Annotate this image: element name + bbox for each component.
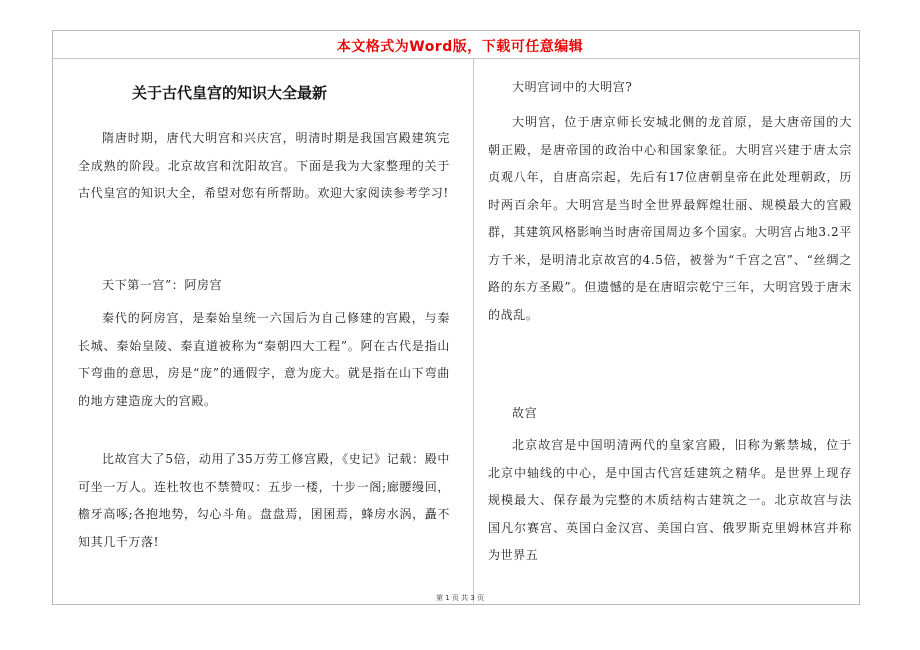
paragraph-forbidden-city: 北京故宫是中国明清两代的皇家宫殿，旧称为紫禁城，位于北京中轴线的中心，是中国古代宫廷建筑之精华。是世界上现存规模最大、保存最为完整的木质结构古建筑之一。北京故宫与法国凡尔赛宫、英国白金汉宫、美国白宫、俄罗斯克里姆林宫并称为世界五 <box>488 438 852 562</box>
paragraph-afang-2: 比故宫大了5倍，动用了35万劳工修宫殿，《史记》记载：殿中可坐一万人。连杜牧也不禁赞叹：五步一楼，十步一阁;廊腰缦回，檐牙高啄;各抱地势，勾心斗角。盘盘焉，囷囷焉，蜂房水涡，矗不知其几千万落! <box>78 452 450 549</box>
word-format-banner: 本文格式为Word版，下载可任意编辑 <box>336 39 584 55</box>
intro-paragraph: 隋唐时期，唐代大明宫和兴庆宫，明清时期是我国宫殿建筑完全成熟的阶段。北京故宫和沈阳故宫。下面是我为大家整理的关于古代皇宫的知识大全，希望对您有所帮助。欢迎大家阅读参考学习! <box>78 131 450 200</box>
heading-daming-palace: 大明宫词中的大明宫? <box>512 80 633 94</box>
paragraph-daming: 大明宫，位于唐京师长安城北侧的龙首原，是大唐帝国的大朝正殿，是唐帝国的政治中心和国家象征。大明宫兴建于唐太宗贞观八年，自唐高宗起，先后有17位唐朝皇帝在此处理朝政，历时两百余年。大明宫是当时全世界最辉煌壮丽、规模最大的宫殿群，其建筑风格影响当时唐帝国周边多个国家。大明宫占地3.2平方千米，是明清北京故宫的4.5倍，被誉为“千宫之宫”、“丝绸之路的东方圣殿”。但遗憾的是在唐昭宗乾宁三年，大明宫毁于唐末的战乱。 <box>488 115 852 322</box>
paragraph-afang-1: 秦代的阿房宫，是秦始皇统一六国后为自己修建的宫殿，与秦长城、秦始皇陵、秦直道被称为“秦朝四大工程”。阿在古代是指山下弯曲的意思，房是“庞”的通假字，意为庞大。就是指在山下弯曲的地方建造庞大的宫殿。 <box>78 311 450 408</box>
heading-afang-palace: 天下第一宫”：阿房宫 <box>102 278 223 292</box>
document-title: 关于古代皇宫的知识大全最新 <box>132 84 328 102</box>
header-rule <box>53 58 859 59</box>
heading-forbidden-city: 故宫 <box>512 406 538 420</box>
page-number-footer: 第 1 页 共 3 页 <box>435 594 485 602</box>
column-divider <box>473 59 474 603</box>
